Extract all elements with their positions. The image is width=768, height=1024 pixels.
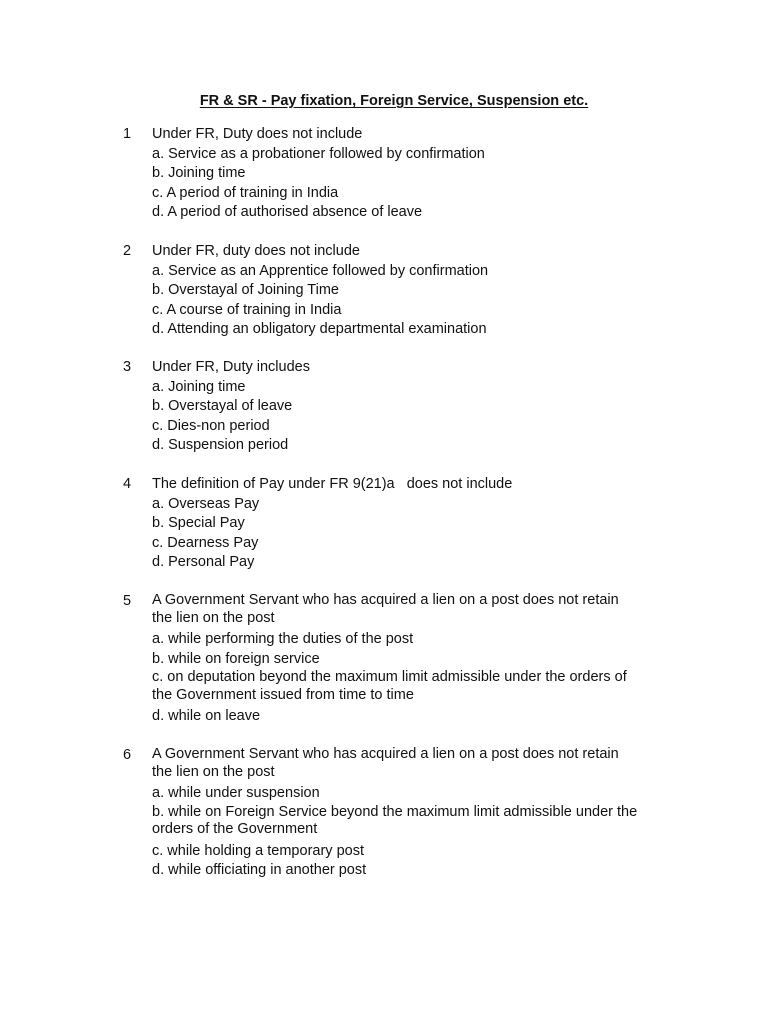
question-number: 2 xyxy=(123,243,132,259)
option-a: a. Joining time xyxy=(152,378,246,395)
option-d: d. while on leave xyxy=(152,708,261,724)
option-b: b. while on Foreign Service beyond the maximum limit admissible under the orders of the Government xyxy=(152,803,638,837)
question-text: The definition of Pay under FR 9(21)a does not include xyxy=(152,476,513,492)
question-number: 4 xyxy=(123,476,132,492)
question-6 xyxy=(123,746,663,881)
option-a: a. Overseas Pay xyxy=(152,495,260,512)
option-c: c. A course of training in India xyxy=(152,301,342,318)
option-d: d. A period of authorised absence of leave xyxy=(152,204,423,220)
page-title: FR & SR - Pay fixation, Foreign Service, Suspension etc. xyxy=(199,93,589,109)
question-text: Under FR, Duty does not include xyxy=(152,126,363,142)
question-number: 6 xyxy=(123,747,132,763)
question-3 xyxy=(123,358,663,456)
question-5 xyxy=(123,592,663,727)
option-d: d. Suspension period xyxy=(152,437,289,453)
question-number: 5 xyxy=(123,593,132,609)
question-1 xyxy=(123,125,663,223)
option-c: c. on deputation beyond the maximum limit admissible under the orders of the Government issued from time to time xyxy=(152,669,627,703)
option-d: d. Personal Pay xyxy=(152,554,255,570)
option-a: a. while performing the duties of the post xyxy=(152,631,414,647)
option-b: b. Special Pay xyxy=(152,515,245,531)
question-text: A Government Servant who has acquired a lien on a post does not retain the lien on the post xyxy=(152,746,619,780)
option-d: d. Attending an obligatory departmental examination xyxy=(152,321,487,337)
question-2 xyxy=(123,242,663,340)
option-b: b. Overstayal of Joining Time xyxy=(152,282,339,298)
option-b: b. Overstayal of leave xyxy=(152,398,293,414)
option-c: c. Dearness Pay xyxy=(152,534,259,551)
question-text: Under FR, Duty includes xyxy=(152,359,310,375)
option-b: b. while on foreign service xyxy=(152,650,320,667)
option-c: c. Dies-non period xyxy=(152,417,270,434)
question-number: 1 xyxy=(123,126,132,142)
option-c: c. while holding a temporary post xyxy=(152,842,364,859)
option-a: a. Service as a probationer followed by confirmation xyxy=(152,145,485,162)
option-d: d. while officiating in another post xyxy=(152,862,367,878)
option-a: a. while under suspension xyxy=(152,785,320,801)
option-b: b. Joining time xyxy=(152,165,246,181)
option-c: c. A period of training in India xyxy=(152,184,339,201)
question-text: A Government Servant who has acquired a lien on a post does not retain the lien on the post xyxy=(152,592,619,626)
option-a: a. Service as an Apprentice followed by confirmation xyxy=(152,262,489,279)
question-number: 3 xyxy=(123,359,132,375)
question-text: Under FR, duty does not include xyxy=(152,243,360,259)
question-4 xyxy=(123,475,663,573)
